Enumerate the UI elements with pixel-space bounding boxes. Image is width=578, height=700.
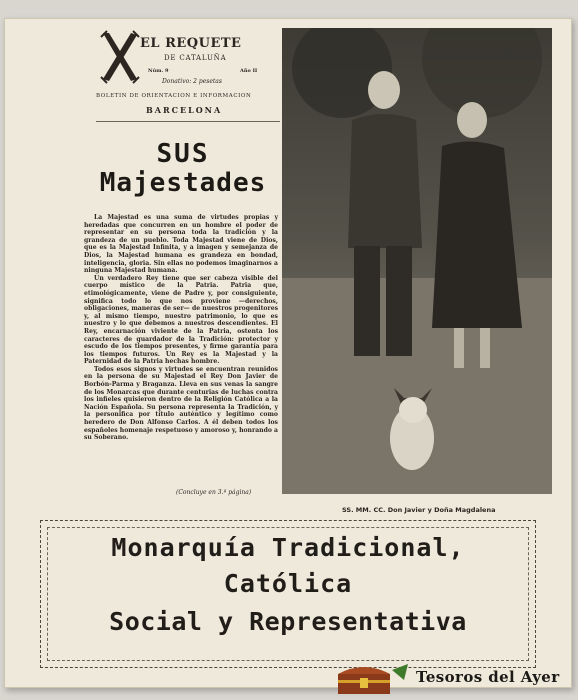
issue-year: Año II [240,68,258,74]
article-headline [88,140,278,198]
motto-line-1: Monarquía Tradicional, [111,533,465,562]
issue-price: Donativo: 2 pesetas [162,78,222,85]
issue-number: Núm. 9 [148,68,169,74]
motto-banner [40,520,536,668]
city-name: BARCELONA [146,105,223,115]
motto-line-2: Católica [223,569,353,598]
article-body [84,214,278,442]
publication-title: EL REQUETE [140,36,242,51]
headline-line-2: Majestades [99,168,267,198]
photo-caption: SS. MM. CC. Don Javier y Doña Magdalena [342,506,496,514]
motto-line-3: Social y Representativa [109,607,467,636]
article-paragraph: La Majestad es una suma de virtudes propias y heredadas que concurren en un hombre el poder de representar en su persona toda la tradición y la grandeza de un pueblo. Toda Majestad viene de Dios, que es la Majestad Infinita, y a imagen y semejanza de Dios, la Majestad humana es grandeza en bondad, inteligencia, gloria. Sin ellas no podemos imaginarnos a ninguna Majestad humana. [84,214,278,275]
treasure-chest-logo [334,660,412,696]
royal-couple-photo [282,28,552,494]
bulletin-line: BOLETIN DE ORIENTACION E INFORMACION [96,93,252,99]
photo-illustration [282,28,552,494]
saint-andrew-cross-icon [97,29,141,85]
masthead-divider [96,121,280,122]
publication-subtitle: DE CATALUÑA [164,54,227,62]
masthead [96,26,280,121]
headline-line-1: SUS [156,139,210,169]
article-paragraph: Todos esos signos y virtudes se encuentran reunidos en la persona de su Majestad el Rey Don Javier de Borbón-Parma y Braganza. Lleva en sus venas la sangre de los Monarcas que durante centurias de luchas contra los infieles quisieron dentro de la Religión Católica a la Nación Española. Su persona representa la Tradición, y la personifica por título auténtico y legítimo como heredero de Don Alfonso Carlos. A él deben todos los españoles homenaje respetuoso y amoroso y, honrando a su Soberano. [84,365,278,442]
watermark-text: Tesoros del Ayer [416,668,560,686]
continued-note: (Concluye en 3.ª página) [176,489,252,496]
seller-watermark [334,660,574,696]
article-paragraph: Un verdadero Rey tiene que ser cabeza visible del cuerpo místico de la Patria. Patria que, etimológicamente, viene de Padre y, por consiguiente, significa todo lo que nos proviene —derechos, obligaciones, maneras de ser— de nuestros progenitores y, al mismo tiempo, nuestro patrimonio, lo que es nuestro y lo que debemos a nuestros descendientes. El Rey, encarnación viviente de la Patria, ostenta los caracteres de guardador de la Tradición: protector y escudo de los tiempos presentes, y firme garantía para los tiempos futuros. Un Rey es la Majestad y la Paternidad de la Patria hechas hombre. [84,274,278,366]
